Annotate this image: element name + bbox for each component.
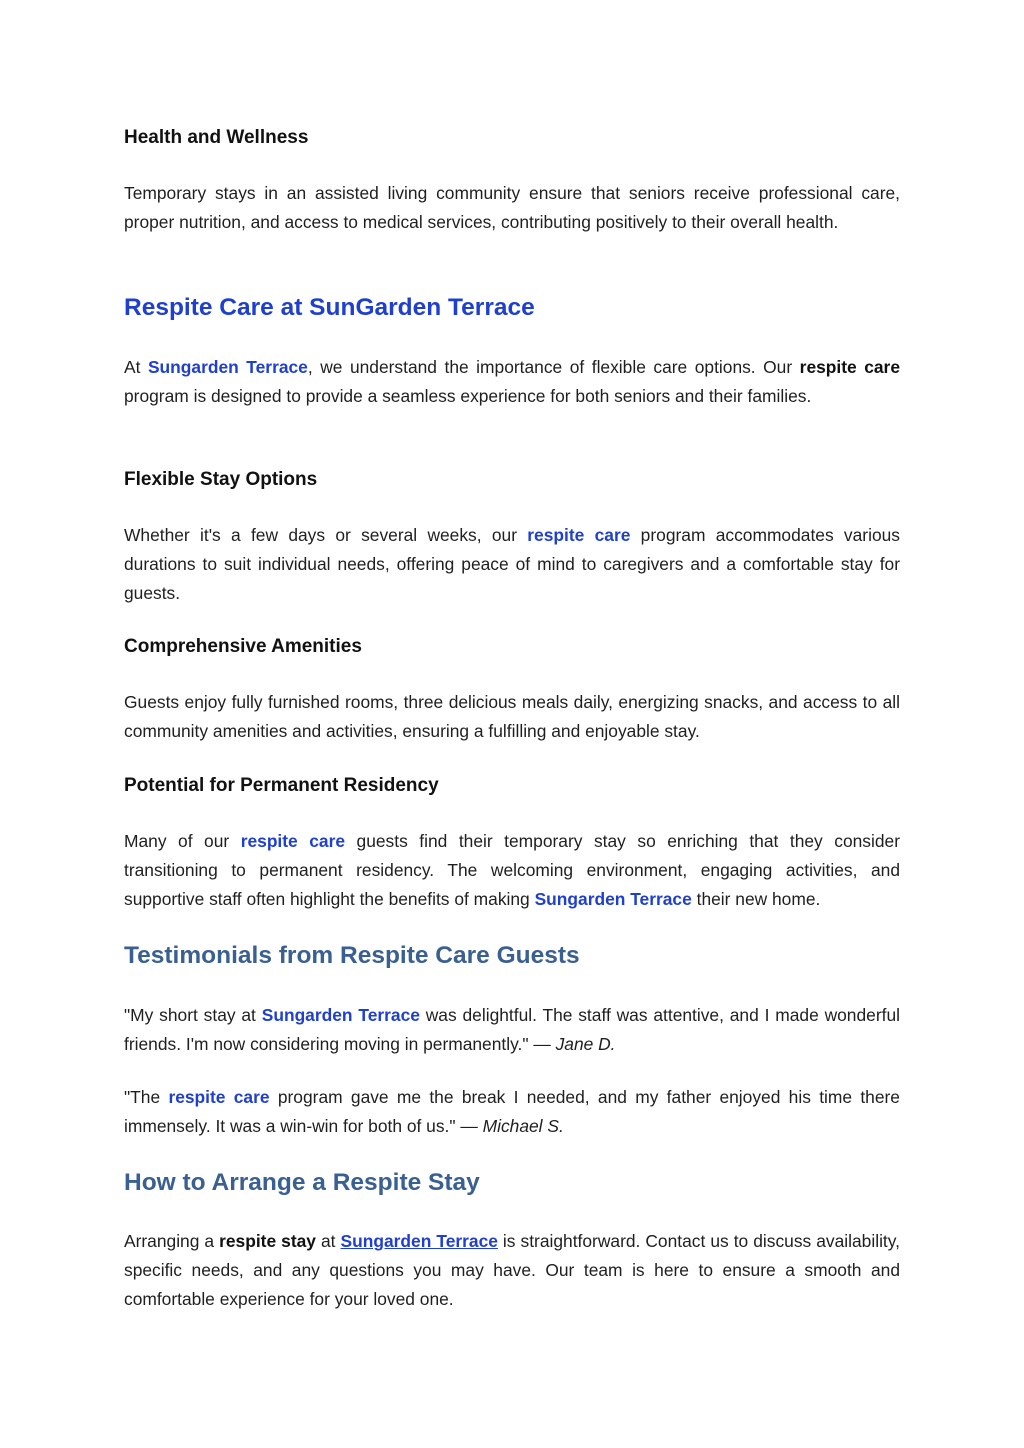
respite-care-link[interactable]: respite care (527, 525, 631, 545)
flexible-stay-heading: Flexible Stay Options (124, 469, 318, 490)
health-paragraph: Temporary stays in an assisted living community ensure that seniors receive professional care, proper nutrition, and access to medical services, contributing positively to their overall health. (124, 183, 900, 232)
testimonials-heading: Testimonials from Respite Care Guests (124, 942, 580, 969)
amenities-paragraph: Guests enjoy fully furnished rooms, three delicious meals daily, energizing snacks, and access to all community amenities and activities, ensuring a fulfilling and enjoyable stay. (124, 692, 900, 741)
flexible-stay-paragraph: Whether it's a few days or several weeks, our respite care program accommodates various durations to suit individual needs, offering peace of mind to caregivers and a comfortable stay for guests. (124, 525, 900, 603)
testimonial-2: "The respite care program gave me the break I needed, and my father enjoyed his time there immensely. It was a win-win for both of us." — Michael S. (124, 1087, 900, 1136)
sungarden-underlined-link[interactable]: Sungarden Terrace (340, 1231, 498, 1251)
respite-care-link[interactable]: respite care (168, 1087, 270, 1107)
sungarden-link[interactable]: Sungarden Terrace (147, 357, 308, 377)
respite-care-link[interactable]: respite care (240, 831, 346, 851)
respite-heading: Respite Care at SunGarden Terrace (124, 294, 535, 321)
testimonial-author: Michael S. (482, 1116, 564, 1136)
health-heading: Health and Wellness (124, 127, 309, 148)
arrange-paragraph: Arranging a respite stay at Sungarden Terrace is straightforward. Contact us to discuss availability, specific needs, and any questions you may have. Our team is here to ensure a smooth and comfortable experience for your loved one. (124, 1231, 900, 1309)
sungarden-link[interactable]: Sungarden Terrace (534, 889, 692, 909)
permanent-residency-heading: Potential for Permanent Residency (124, 775, 439, 796)
permanent-residency-paragraph: Many of our respite care guests find their temporary stay so enriching that they consider transitioning to permanent residency. The welcoming environment, engaging activities, and supportive staff often highlight the benefits of making Sungarden Terrace their new home. (124, 831, 900, 909)
respite-paragraph: At Sungarden Terrace, we understand the importance of flexible care options. Our respite care program is designed to provide a seamless experience for both seniors and their families. (124, 357, 900, 406)
testimonial-author: Jane D. (555, 1034, 616, 1054)
testimonial-1: "My short stay at Sungarden Terrace was delightful. The staff was attentive, and I made wonderful friends. I'm now considering moving in permanently." — Jane D. (124, 1005, 900, 1054)
sungarden-link[interactable]: Sungarden Terrace (261, 1005, 420, 1025)
arrange-heading: How to Arrange a Respite Stay (124, 1169, 480, 1196)
amenities-heading: Comprehensive Amenities (124, 636, 362, 657)
